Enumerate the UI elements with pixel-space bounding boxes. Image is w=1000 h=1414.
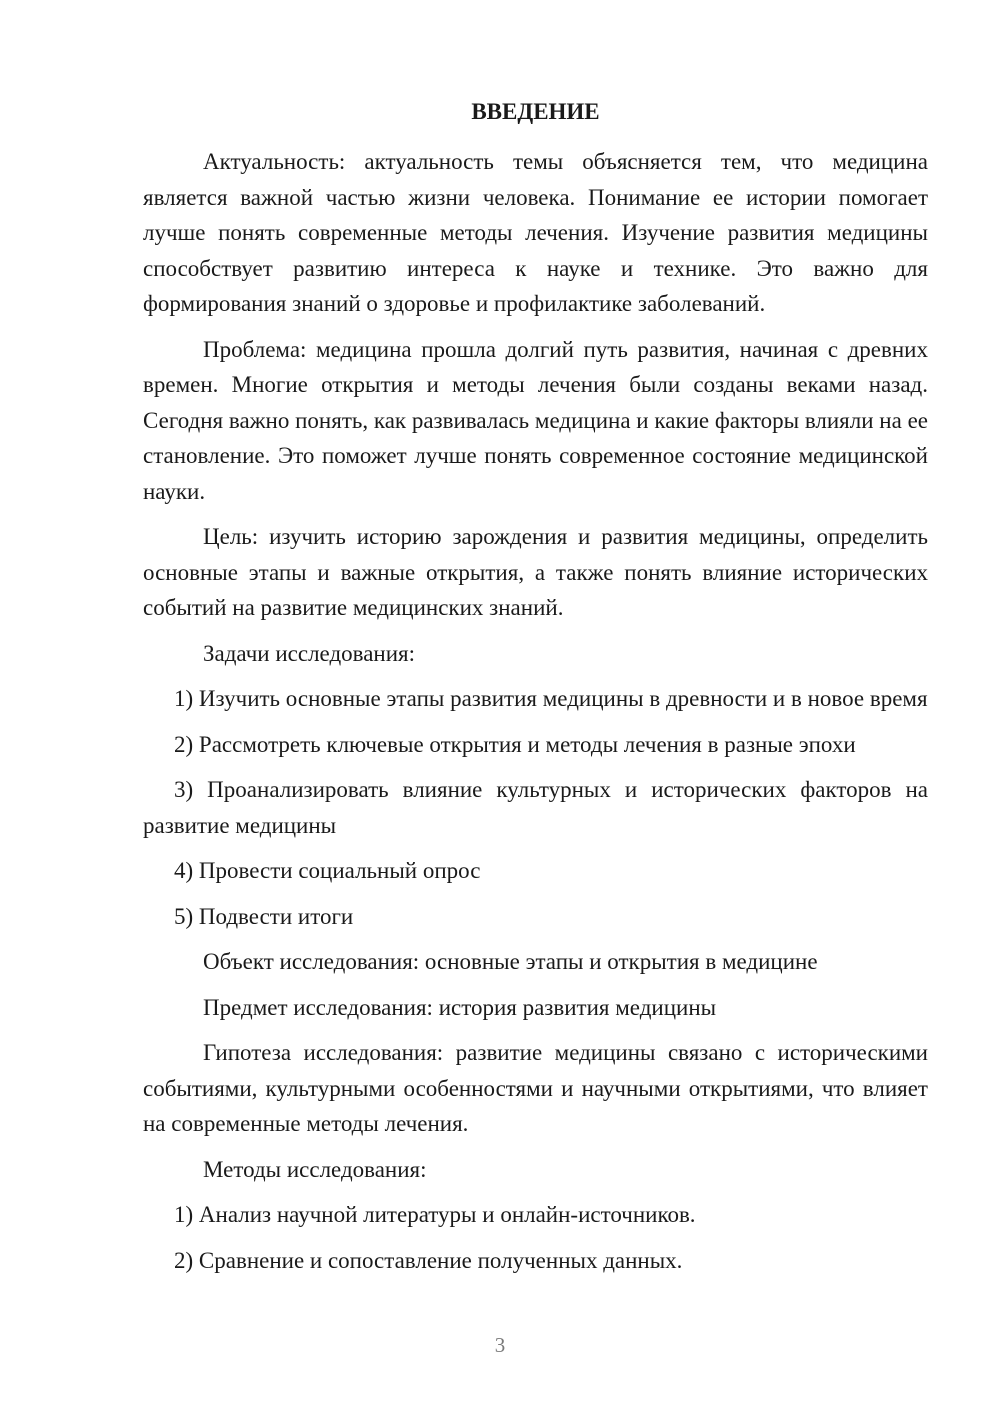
page-number: 3 bbox=[494, 1333, 506, 1357]
section-title: ВВЕДЕНИЕ bbox=[471, 99, 600, 124]
method-item-2: 2) Сравнение и сопоставление полученных данных. bbox=[174, 1247, 683, 1273]
methods-heading: Методы исследования: bbox=[203, 1156, 427, 1182]
research-object: Объект исследования: основные этапы и открытия в медицине bbox=[203, 949, 818, 974]
task-item-2: 2) Рассмотреть ключевые открытия и методы лечения в разные эпохи bbox=[174, 731, 856, 757]
method-item-1: 1) Анализ научной литературы и онлайн-источников. bbox=[174, 1202, 696, 1227]
task-item-3: 3) Проанализировать влияние культурных и исторических факторов на развитие медицины bbox=[143, 777, 928, 838]
relevance-paragraph: Актуальность: актуальность темы объясняется тем, что медицина является важной частью жизни человека. Понимание ее истории помогает лучше понять современные методы лечения. Изучение развития медицины способствует развитию интереса к науке и технике. Это важно для формирования знаний о здоровье и профилактике заболеваний. bbox=[143, 149, 928, 316]
research-subject: Предмет исследования: история развития медицины bbox=[203, 994, 717, 1020]
task-item-5: 5) Подвести итоги bbox=[174, 903, 354, 929]
task-item-1: 1) Изучить основные этапы развития медицины в древности и в новое время bbox=[174, 686, 928, 711]
hypothesis-paragraph: Гипотеза исследования: развитие медицины связано с историческими событиями, культурными особенностями и научными открытиями, что влияет на современные методы лечения. bbox=[143, 1040, 928, 1136]
page-content bbox=[143, 96, 928, 1288]
tasks-heading: Задачи исследования: bbox=[203, 640, 416, 666]
task-item-4: 4) Провести социальный опрос bbox=[174, 858, 481, 883]
goal-paragraph: Цель: изучить историю зарождения и развития медицины, определить основные этапы и важные открытия, а также понять влияние исторических событий на развитие медицинских знаний. bbox=[143, 524, 928, 620]
problem-paragraph: Проблема: медицина прошла долгий путь развития, начиная с древних времен. Многие открытия и методы лечения были созданы веками назад. Сегодня важно понять, как развивалась медицина и какие факторы влияли на ее становление. Это поможет лучше понять современное состояние медицинской науки. bbox=[143, 336, 928, 504]
